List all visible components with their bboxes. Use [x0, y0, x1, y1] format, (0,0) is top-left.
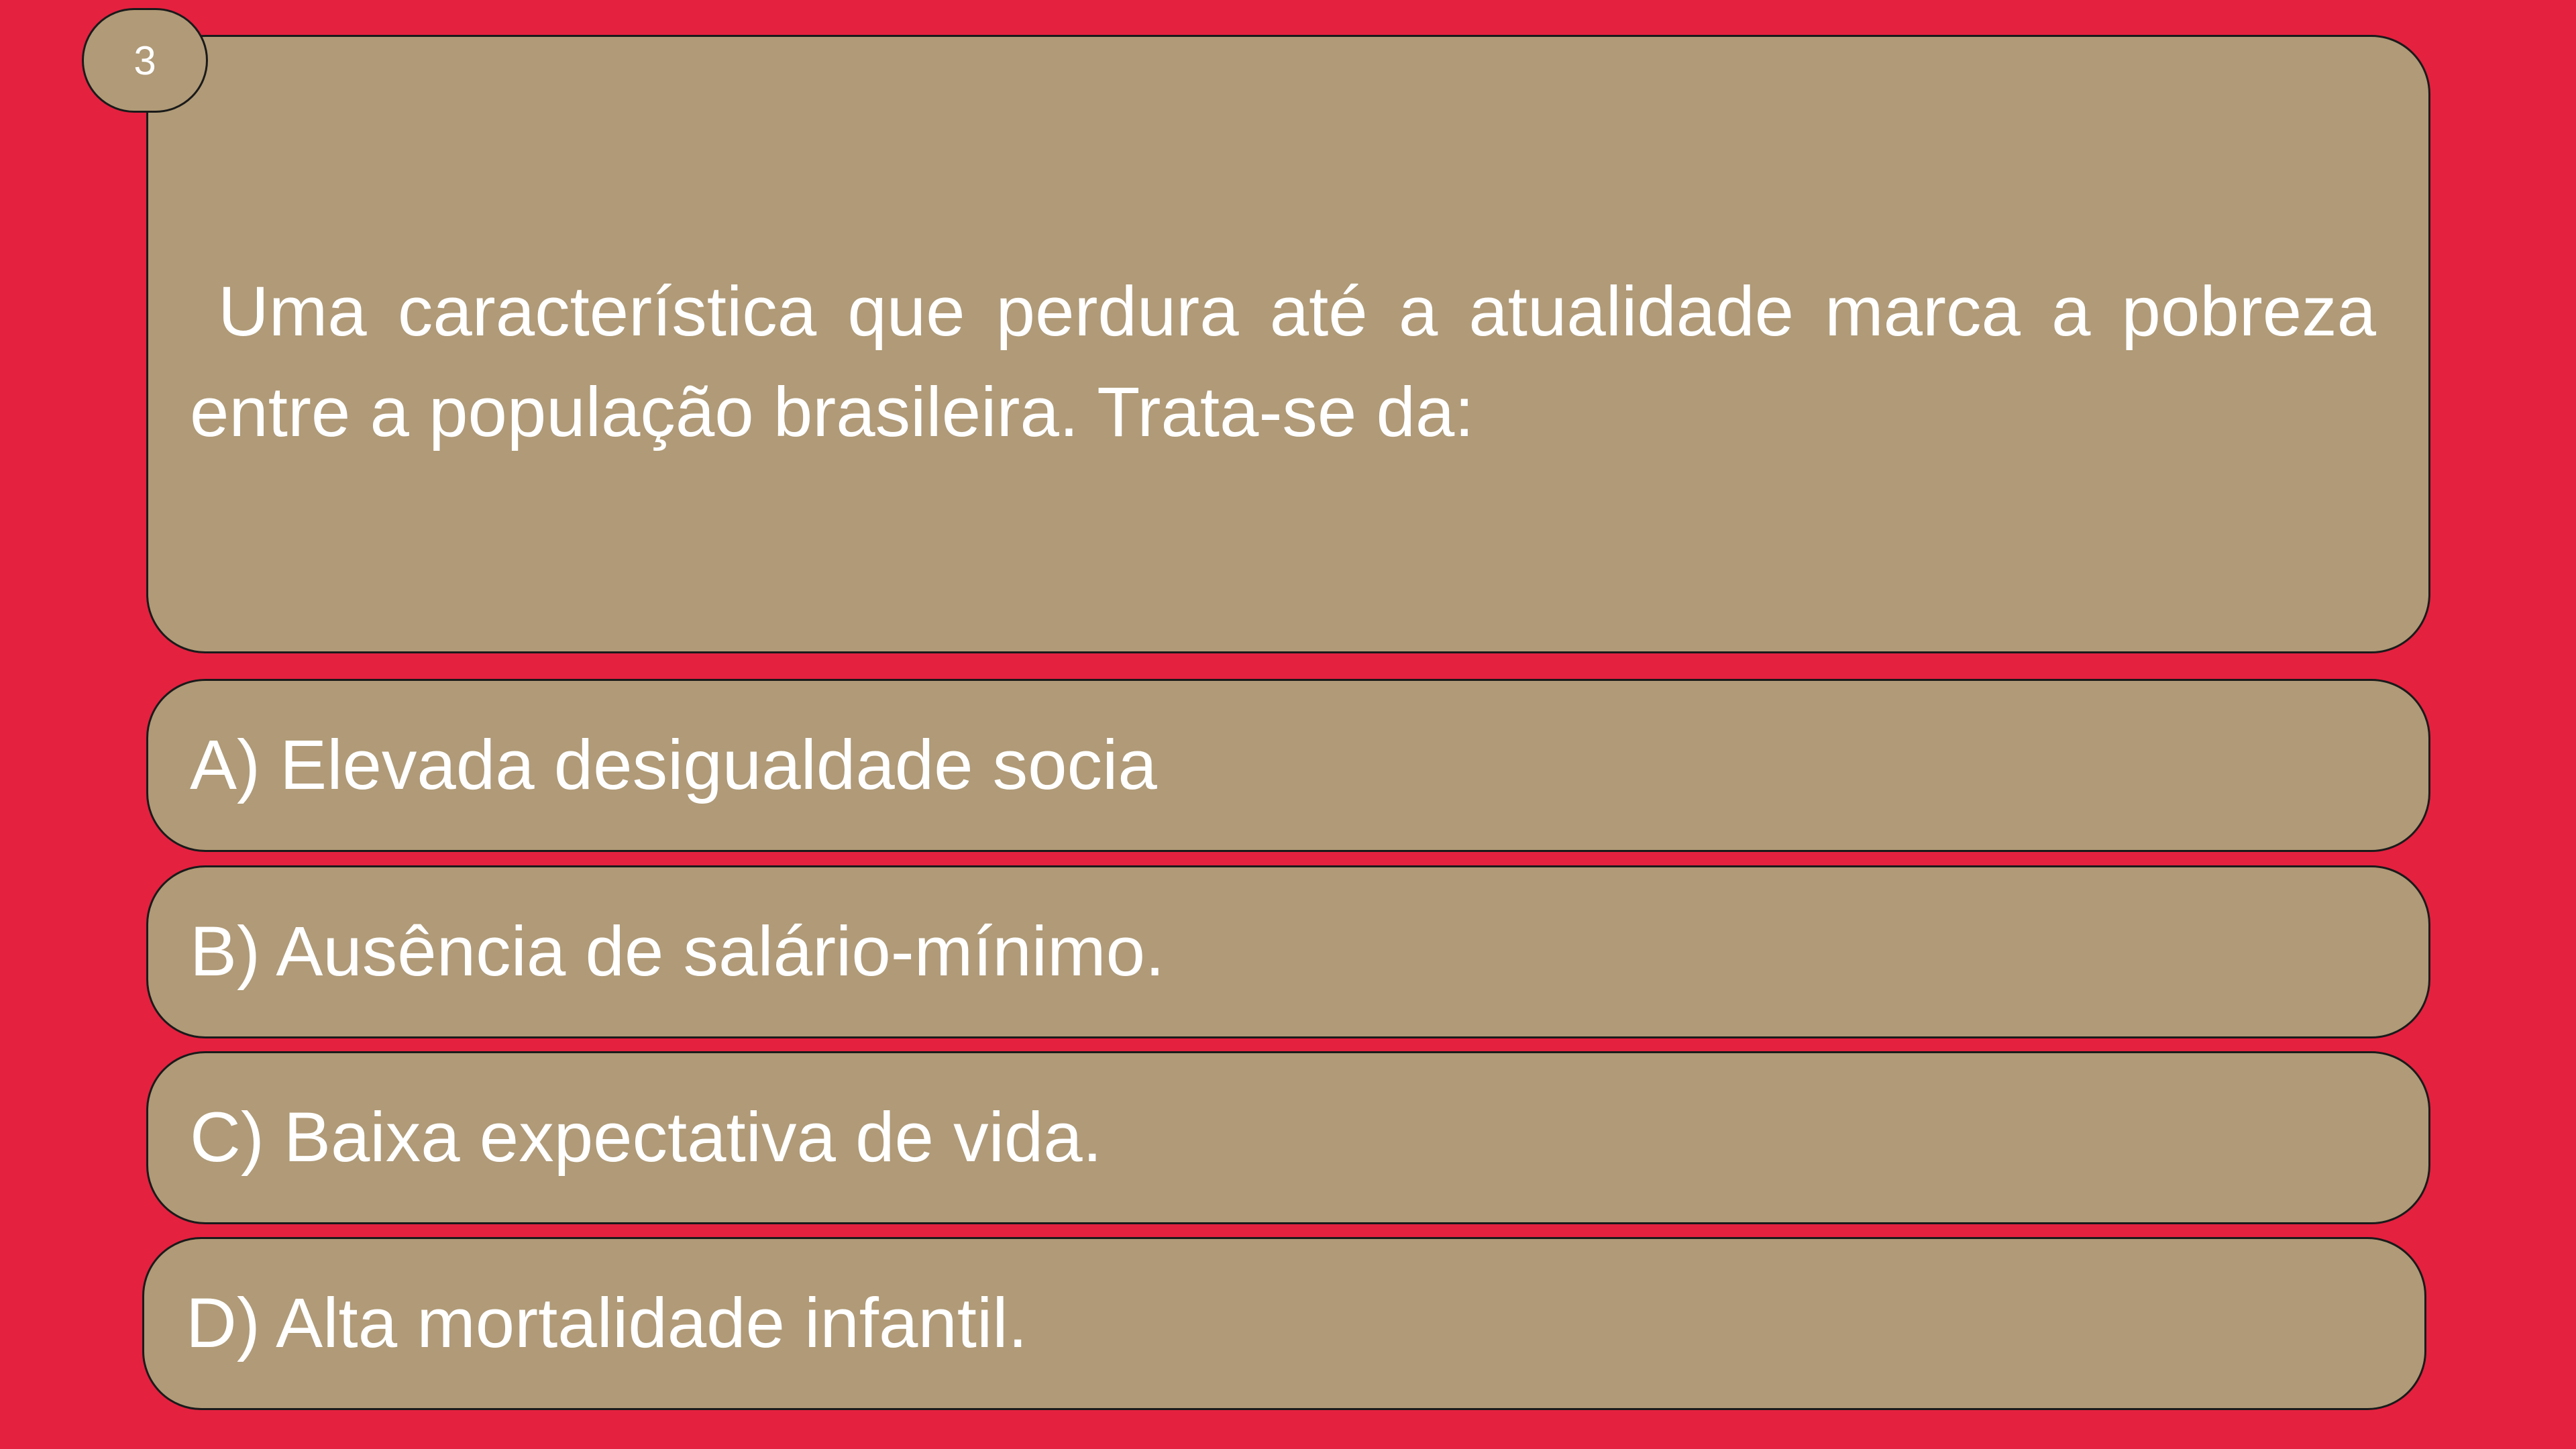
answer-option-d[interactable]: [142, 1237, 2426, 1410]
answer-option-a[interactable]: [146, 679, 2430, 852]
answer-option-c-label: C) Baixa expectativa de vida.: [190, 1098, 1102, 1177]
answer-option-a-label: A) Elevada desigualdade socia: [190, 726, 1157, 804]
answer-option-b-label: B) Ausência de salário-mínimo.: [190, 912, 1165, 991]
question-card: [146, 35, 2430, 653]
answer-option-b[interactable]: [146, 865, 2430, 1038]
question-text: Uma característica que perdura até a atualidade marca a pobreza entre a população brasileira. Trata-se da:: [190, 272, 2376, 451]
answer-option-d-label: D) Alta mortalidade infantil.: [186, 1284, 1028, 1362]
answer-option-c[interactable]: [146, 1051, 2430, 1224]
question-number-badge: 3: [82, 8, 208, 113]
